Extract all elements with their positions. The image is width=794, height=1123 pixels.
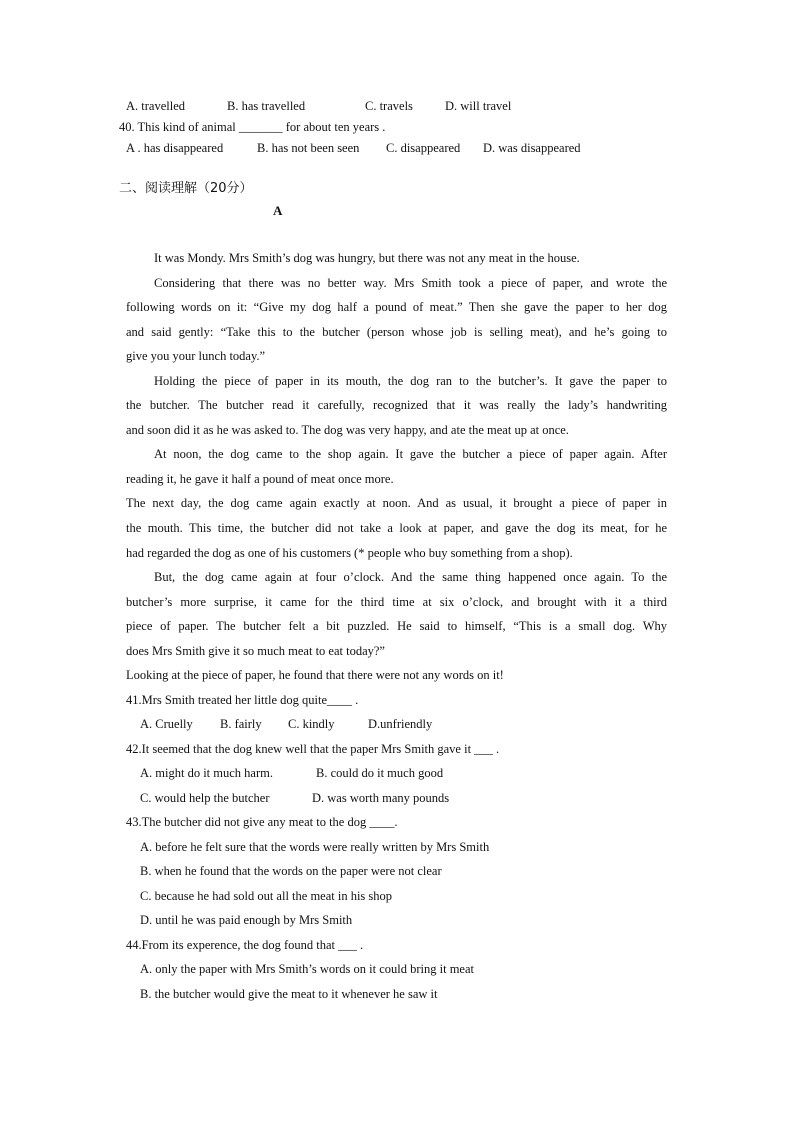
q42-option-b: B. could do it much good: [316, 766, 444, 780]
passage-p1: It was Mondy. Mrs Smith’s dog was hungry, but there was not any meat in the house.: [154, 251, 580, 265]
passage-p7: Looking at the piece of paper, he found that there were not any words on it!: [126, 668, 504, 682]
q41-option-a: A. Cruelly: [140, 717, 193, 731]
section-title: 二、阅读理解（20分）: [119, 181, 253, 196]
q41-option-c: C. kindly: [288, 717, 335, 731]
q41-option-b: B. fairly: [220, 717, 262, 731]
q43-stem: 43.The butcher did not give any meat to the dog ____.: [126, 815, 398, 829]
q40-option-c: C. disappeared: [386, 141, 461, 155]
q44-stem: 44.From its experence, the dog found that ___ .: [126, 938, 364, 952]
q40-option-b: B. has not been seen: [257, 141, 360, 155]
q42-option-a: A. might do it much harm.: [140, 766, 273, 780]
passage-p2-line3: and said gently: “Take this to the butcher (person whose job is selling meat), and he’s going to: [126, 325, 667, 339]
q42-option-d: D. was worth many pounds: [312, 791, 450, 805]
passage-p6-line4: does Mrs Smith give it so much meat to eat today?”: [126, 644, 385, 658]
passage-p6-line2: butcher’s more surprise, it came for the third time at six o’clock, and brought with it a third: [126, 595, 667, 609]
passage-p3-line3: and soon did it as he was asked to. The dog was very happy, and ate the meat up at once.: [126, 423, 569, 437]
q44-option-b: B. the butcher would give the meat to it whenever he saw it: [140, 987, 438, 1001]
q39-option-b: B. has travelled: [227, 99, 306, 113]
passage-p3-line1: Holding the piece of paper in its mouth, the dog ran to the butcher’s. It gave the paper to: [154, 374, 667, 388]
passage-p3-line2: the butcher. The butcher read it carefully, recognized that it was really the lady’s handwriting: [126, 398, 667, 412]
passage-label: A: [273, 203, 283, 218]
passage-p2-line1: Considering that there was no better way. Mrs Smith took a piece of paper, and wrote the: [154, 276, 667, 290]
q40-stem: 40. This kind of animal _______ for about ten years .: [119, 120, 386, 134]
q42-option-c: C. would help the butcher: [140, 791, 270, 805]
q43-option-d: D. until he was paid enough by Mrs Smith: [140, 913, 353, 927]
q42-stem: 42.It seemed that the dog knew well that the paper Mrs Smith gave it ___ .: [126, 742, 500, 756]
passage-p2-line4: give you your lunch today.”: [126, 349, 266, 363]
passage-p4-line1: At noon, the dog came to the shop again. It gave the butcher a piece of paper again. After: [154, 447, 667, 461]
passage-p6-line3: piece of paper. The butcher felt a bit puzzled. He said to himself, “This is a small dog. Why: [126, 619, 667, 633]
q41-option-d: D.unfriendly: [368, 717, 433, 731]
q39-option-a: A. travelled: [126, 99, 186, 113]
q43-option-b: B. when he found that the words on the paper were not clear: [140, 864, 442, 878]
passage-p5-line2: the mouth. This time, the butcher did not take a look at paper, and gave the dog its meat, for he: [126, 521, 667, 535]
passage-p5-line3: had regarded the dog as one of his customers (* people who buy something from a shop).: [126, 546, 573, 560]
q41-stem: 41.Mrs Smith treated her little dog quite____ .: [126, 693, 359, 707]
q43-option-a: A. before he felt sure that the words were really written by Mrs Smith: [140, 840, 490, 854]
q39-option-c: C. travels: [365, 99, 413, 113]
q43-option-c: C. because he had sold out all the meat in his shop: [140, 889, 393, 903]
passage-p6-line1: But, the dog came again at four o’clock. And the same thing happened once again. To the: [154, 570, 667, 584]
q40-option-a: A . has disappeared: [126, 141, 224, 155]
passage-p2-line2: following words on it: “Give my dog half a pound of meat.” Then she gave the paper to her dog: [126, 300, 667, 314]
q39-option-d: D. will travel: [445, 99, 512, 113]
passage-p5-line1: The next day, the dog came again exactly at noon. And as usual, it brought a piece of paper in: [126, 496, 667, 510]
passage-p4-line2: reading it, he gave it half a pound of meat once more.: [126, 472, 394, 486]
q44-option-a: A. only the paper with Mrs Smith’s words on it could bring it meat: [140, 962, 474, 976]
q40-option-d: D. was disappeared: [483, 141, 581, 155]
